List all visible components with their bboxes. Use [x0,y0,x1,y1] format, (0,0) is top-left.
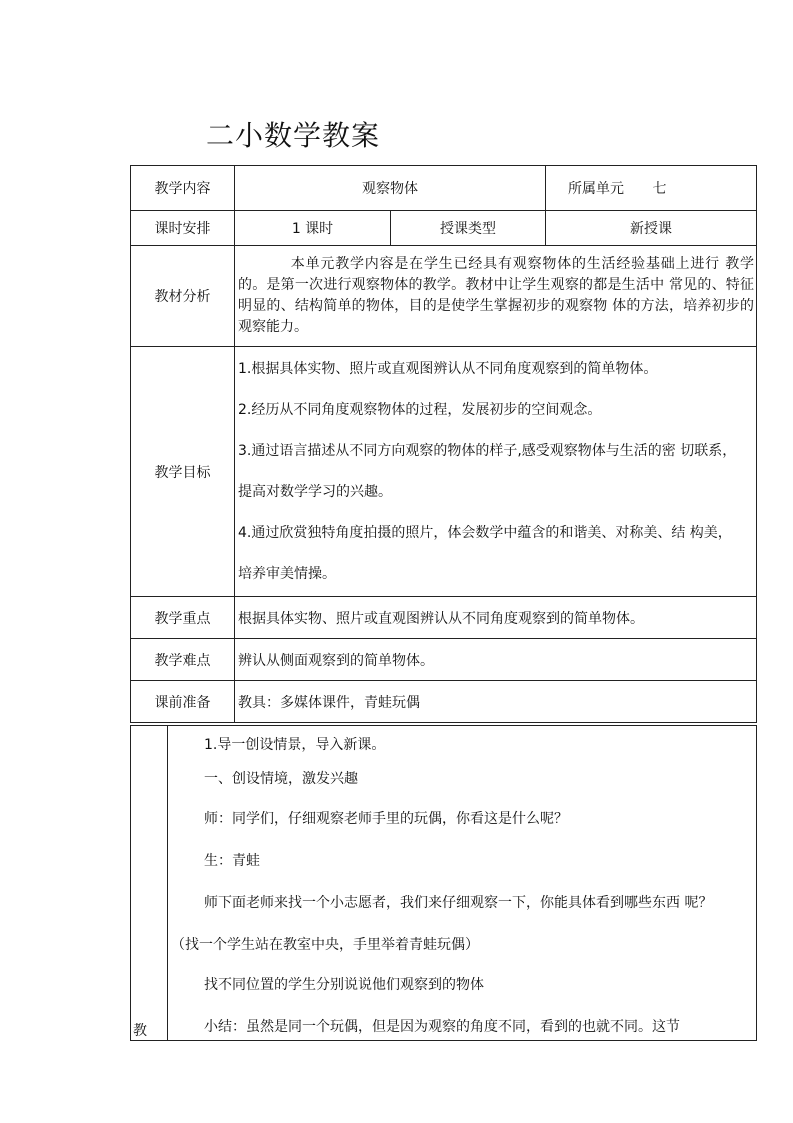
row-schedule [131,211,757,246]
goal-item: 3.通过语言描述从不同方向观察的物体的样子,感受观察物体与生活的密 切联系， [238,442,737,459]
prep-value: 教具：多媒体课件，青蛙玩偶 [235,681,757,723]
unit-cell [546,166,757,211]
prep-label: 课前准备 [131,681,235,723]
type-label: 授课类型 [391,211,546,246]
page-title: 二小数学教案 [206,119,381,152]
schedule-label: 课时安排 [131,211,235,246]
process-line: （找一个学生站在教室中央，手里举着青蛙玩偶） [171,937,479,953]
content-value: 观察物体 [235,166,546,211]
content-label: 教学内容 [131,166,235,211]
row-prep [131,681,757,723]
lesson-plan-table [130,165,757,723]
row-content [131,166,757,211]
row-analysis [131,246,757,347]
process-line: 生：青蛙 [204,853,260,869]
type-value: 新授课 [546,211,757,246]
goal-item: 1.根据具体实物、照片或直观图辨认从不同角度观察到的简单物体。 [238,360,658,377]
key-label: 教学重点 [131,597,235,639]
process-line: 小结：虽然是同一个玩偶，但是因为观察的角度不同，看到的也就不同。这节 [204,1019,680,1035]
row-key [131,597,757,639]
process-line: 师：同学们，仔细观察老师手里的玩偶，你看这是什么呢？ [204,811,568,827]
process-line: 找不同位置的学生分别说说他们观察到的物体 [204,977,484,993]
process-line: 1.导一创设情景，导入新课。 [204,737,386,753]
goals-list [235,347,757,597]
unit-value: 七 [652,181,667,197]
teaching-process-section [130,725,757,1041]
goal-item: 培养审美情操。 [238,565,336,582]
goal-item: 2.经历从不同角度观察物体的过程，发展初步的空间观念。 [238,401,602,418]
process-line: 一、创设情境，激发兴趣 [204,771,358,787]
difficulty-value: 辨认从侧面观察到的简单物体。 [235,639,757,681]
unit-label: 所属单元 [568,181,624,197]
row-difficulty [131,639,757,681]
goal-item: 4.通过欣赏独特角度拍摄的照片，体会数学中蕴含的和谐美、对称美、结 构美， [238,524,732,541]
analysis-text: 本单元教学内容是在学生已经具有观察物体的生活经验基础上进行 教学的。是第一次进行观察物体的教学。教材中让学生观察的都是生活中 常见的、特征明显的、结构简单的物体，目的是使学生掌握初步的观察物 体的方法，培养初步的观察能力。 [235,246,757,347]
process-line: 师下面老师来找一个小志愿者，我们来仔细观察一下，你能具体看到哪些东西 呢？ [204,895,713,911]
goal-item: 提高对数学学习的兴趣。 [238,483,392,500]
row-goals [131,347,757,597]
process-side-label: 教 [133,1023,147,1039]
key-value: 根据具体实物、照片或直观图辨认从不同角度观察到的简单物体。 [235,597,757,639]
difficulty-label: 教学难点 [131,639,235,681]
schedule-value: 1 课时 [235,211,391,246]
process-side-cell [131,726,168,1040]
goals-label: 教学目标 [131,347,235,597]
analysis-label: 教材分析 [131,246,235,347]
